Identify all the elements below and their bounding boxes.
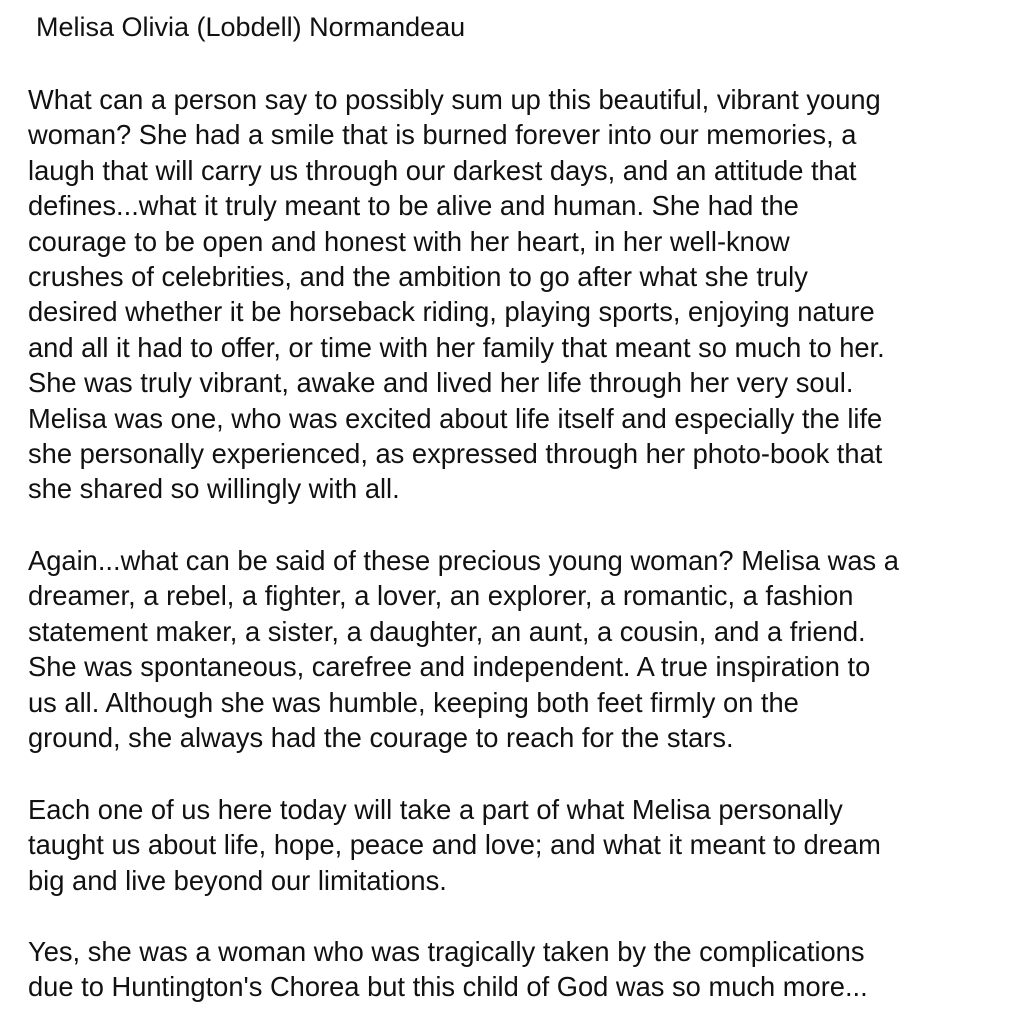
text-line: statement maker, a sister, a daughter, an aunt, a cousin, and a friend. <box>28 615 866 647</box>
text-line: she personally experienced, as expressed through her photo-book that <box>28 438 883 470</box>
text-line: She was spontaneous, carefree and independent. A true inspiration to <box>28 651 871 683</box>
text-line: desired whether it be horseback riding, playing sports, enjoying nature <box>28 296 875 328</box>
text-line: dreamer, a rebel, a fighter, a lover, an explorer, a romantic, a fashion <box>28 580 854 612</box>
document-title: Melisa Olivia (Lobdell) Normandeau <box>36 12 466 42</box>
text-line: defines...what it truly meant to be alive and human. She had the <box>28 190 799 222</box>
text-line: and all it had to offer, or time with her family that meant so much to her. <box>28 331 885 363</box>
text-line: Yes, she was a woman who was tragically taken by the complications <box>28 936 865 967</box>
paragraph-4 <box>28 934 868 1005</box>
text-line: Each one of us here today will take a part of what Melisa personally <box>28 794 843 825</box>
text-line: courage to be open and honest with her heart, in her well-know <box>28 225 790 257</box>
text-line: laugh that will carry us through our darkest days, and an attitude that <box>28 154 857 186</box>
text-line: big and live beyond our limitations. <box>28 864 447 896</box>
text-line: What can a person say to possibly sum up this beautiful, vibrant young <box>28 84 881 115</box>
text-line: taught us about life, hope, peace and love; and what it meant to dream <box>28 829 881 861</box>
text-line: She was truly vibrant, awake and lived her life through her very soul. <box>28 367 854 399</box>
paragraph-3 <box>28 792 881 898</box>
paragraph-2 <box>28 543 899 755</box>
text-line: due to Huntington's Chorea but this child of God was so much more... <box>28 971 868 1003</box>
text-line: us all. Although she was humble, keeping both feet firmly on the <box>28 686 799 718</box>
text-line: crushes of celebrities, and the ambition to go after what she truly <box>28 261 808 293</box>
paragraph-1 <box>28 82 885 507</box>
text-line: Again...what can be said of these precious young woman? Melisa was a <box>28 545 899 576</box>
text-line: she shared so willingly with all. <box>28 473 400 505</box>
text-line: woman? She had a smile that is burned forever into our memories, a <box>28 119 857 151</box>
text-line: Melisa was one, who was excited about life itself and especially the life <box>28 402 883 434</box>
text-line: ground, she always had the courage to reach for the stars. <box>28 722 734 754</box>
